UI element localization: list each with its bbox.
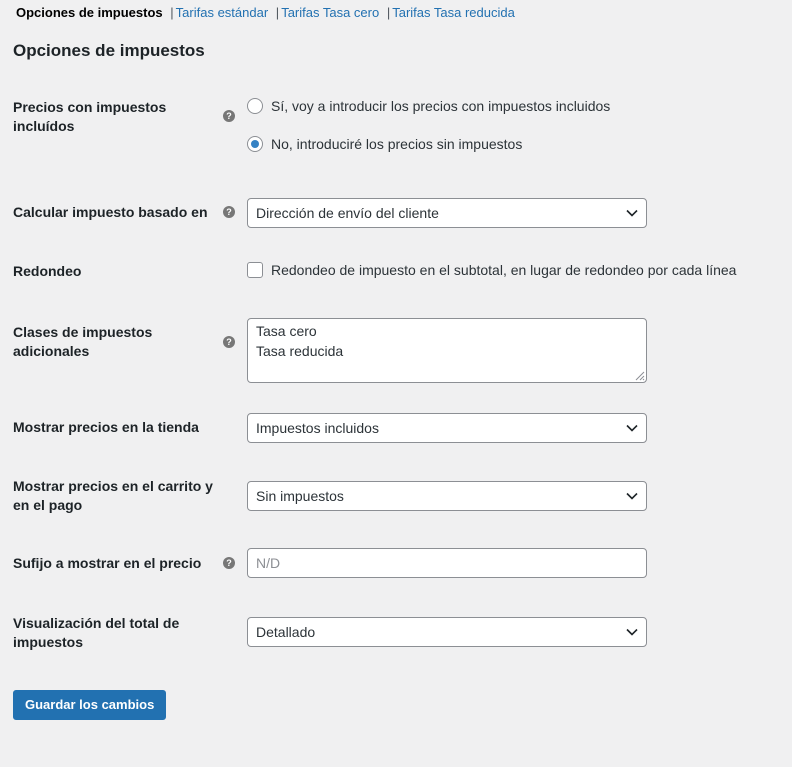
display-cart-label: Mostrar precios en el carrito y en el pago	[13, 478, 213, 513]
radio-button-checked[interactable]	[247, 136, 263, 152]
subnav-separator: |	[275, 5, 280, 20]
radio-option-label: No, introduciré los precios sin impuestos	[271, 136, 523, 152]
prices-including-tax-label: Precios con impuestos incluídos	[13, 99, 167, 134]
select-value: Dirección de envío del cliente	[256, 205, 439, 221]
display-cart-select[interactable]	[247, 481, 647, 511]
subnav-current: Opciones de impuestos	[16, 5, 163, 20]
radio-button[interactable]	[247, 98, 263, 114]
chevron-down-icon	[626, 492, 638, 500]
price-suffix-input[interactable]: N/D	[247, 548, 647, 578]
price-suffix-label: Sufijo a mostrar en el precio	[13, 555, 202, 571]
rounding-checkbox-label: Redondeo de impuesto en el subtotal, en lugar de redondeo por cada línea	[271, 262, 737, 278]
select-value: Impuestos incluidos	[256, 420, 379, 436]
tax-based-on-label: Calcular impuesto basado en	[13, 204, 208, 220]
display-shop-select[interactable]	[247, 413, 647, 443]
subnav-separator: |	[170, 5, 174, 20]
rounding-checkbox[interactable]	[247, 262, 263, 278]
select-value: Detallado	[256, 624, 316, 640]
save-changes-button[interactable]: Guardar los cambios	[13, 690, 166, 720]
additional-tax-classes-textarea[interactable]	[247, 318, 647, 383]
tax-total-display-label: Visualización del total de impuestos	[13, 615, 180, 650]
chevron-down-icon	[626, 628, 638, 636]
help-icon[interactable]: ?	[223, 110, 235, 122]
subnav-link-standard-rates[interactable]: Tarifas estándar	[175, 5, 269, 20]
radio-option-label: Sí, voy a introducir los precios con impuestos incluidos	[271, 98, 611, 114]
rounding-label: Redondeo	[13, 263, 82, 279]
subnav-link-zero-rates[interactable]: Tarifas Tasa cero	[281, 5, 380, 20]
help-icon[interactable]: ?	[223, 206, 235, 218]
subnav-separator: |	[386, 5, 391, 20]
textarea-line: Tasa cero	[256, 323, 317, 339]
rounding-checkbox-row[interactable]	[247, 262, 736, 278]
help-icon[interactable]: ?	[223, 557, 235, 569]
radio-option-with-tax[interactable]	[247, 98, 610, 114]
subnav-link-reduced-rates[interactable]: Tarifas Tasa reducida	[392, 5, 515, 20]
select-value: Sin impuestos	[256, 488, 344, 504]
tax-based-on-select[interactable]	[247, 198, 647, 228]
resize-grip-icon[interactable]	[633, 369, 645, 381]
chevron-down-icon	[626, 209, 638, 217]
help-icon[interactable]: ?	[223, 336, 235, 348]
tax-total-display-select[interactable]	[247, 617, 647, 647]
page-title: Opciones de impuestos	[13, 41, 205, 60]
textarea-line: Tasa reducida	[256, 343, 344, 359]
display-shop-label: Mostrar precios en la tienda	[13, 419, 199, 435]
additional-tax-classes-label: Clases de impuestos adicionales	[13, 324, 153, 359]
tax-subnav	[16, 5, 515, 20]
radio-option-without-tax[interactable]	[247, 136, 522, 152]
chevron-down-icon	[626, 424, 638, 432]
